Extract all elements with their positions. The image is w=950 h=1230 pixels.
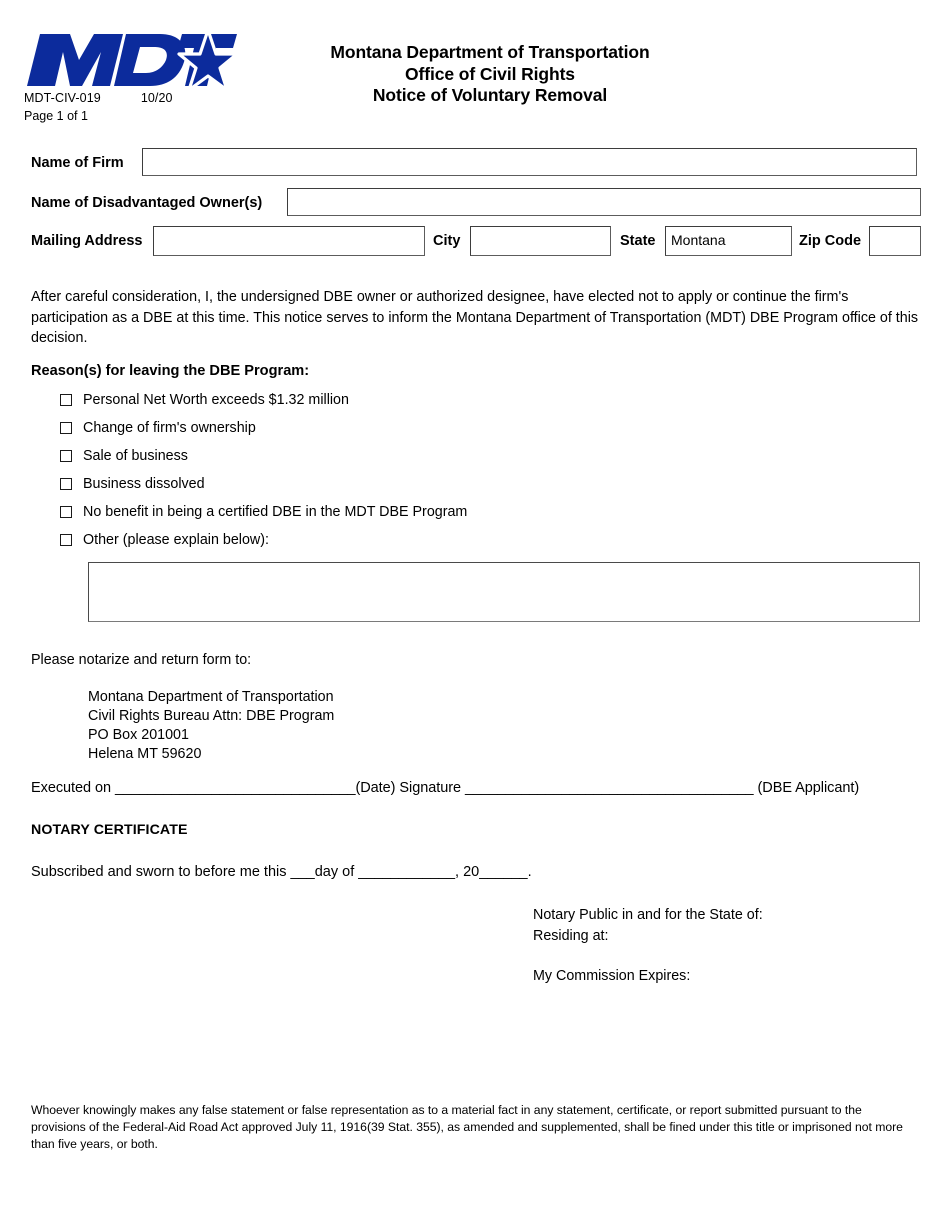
page-title — [240, 42, 740, 107]
city-input[interactable] — [470, 226, 611, 256]
state-input[interactable]: Montana — [665, 226, 792, 256]
notary-commission-expires-line: My Commission Expires: — [533, 968, 691, 984]
checkbox-change-of-ownership[interactable] — [60, 422, 72, 434]
notary-state-of-line: Notary Public in and for the State of: — [533, 907, 763, 923]
mdt-logo-svg — [22, 28, 237, 90]
title-line-3: Notice of Voluntary Removal — [372, 85, 608, 105]
form-code-value: MDT-CIV-019 — [24, 91, 101, 105]
notarize-instruction: Please notarize and return form to: — [31, 652, 252, 668]
reason-row-1[interactable] — [60, 391, 760, 419]
state-label: State — [620, 233, 656, 249]
return-address-line-3: PO Box 201001 — [88, 727, 189, 743]
reason-label-5: No benefit in being a certified DBE in the MDT DBE Program — [83, 504, 468, 520]
notary-block-spacer — [533, 947, 763, 966]
reasons-checkbox-list — [60, 391, 760, 559]
firm-label: Name of Firm — [31, 155, 124, 171]
checkbox-no-benefit[interactable] — [60, 506, 72, 518]
reasons-heading: Reason(s) for leaving the DBE Program: — [31, 363, 310, 379]
reason-label-3: Sale of business — [83, 448, 188, 464]
form-revision: 10/20 — [140, 91, 173, 105]
reason-row-4[interactable] — [60, 475, 760, 503]
mdt-logo — [22, 28, 237, 90]
reason-label-1: Personal Net Worth exceeds $1.32 million — [83, 392, 349, 408]
zip-label: Zip Code — [799, 233, 862, 249]
reason-label-6: Other (please explain below): — [83, 532, 269, 548]
form-code — [24, 91, 173, 105]
zip-input[interactable] — [869, 226, 921, 256]
address-input[interactable] — [153, 226, 425, 256]
reason-row-3[interactable] — [60, 447, 760, 475]
owners-input[interactable] — [287, 188, 921, 216]
checkbox-personal-net-worth[interactable] — [60, 394, 72, 406]
firm-input[interactable] — [142, 148, 917, 176]
reason-label-4: Business dissolved — [83, 476, 205, 492]
city-label: City — [433, 233, 461, 249]
return-address-line-4: Helena MT 59620 — [88, 746, 202, 762]
legal-footer: Whoever knowingly makes any false statement or false representation as to a material fact in any statement, certificate, or report submitted pursuant to the provisions of the Federal-Aid Road Act approved July 11, 1916(39 Stat. 355), as amended and supplemented, shall be fined under this title or imprisoned not more than five years, or both. — [31, 1103, 903, 1151]
page-number: Page 1 of 1 — [24, 109, 88, 123]
other-explanation-textarea[interactable] — [88, 562, 920, 622]
checkbox-sale-of-business[interactable] — [60, 450, 72, 462]
address-label: Mailing Address — [31, 233, 143, 249]
reason-row-6[interactable] — [60, 531, 760, 559]
title-line-1: Montana Department of Transportation — [330, 42, 650, 62]
execution-signature-line[interactable]: Executed on ______________________________(Date) Signature ____________________________________ (DBE Applicant) — [31, 780, 860, 796]
statement-paragraph: After careful consideration, I, the undersigned DBE owner or authorized designee, have elected not to apply or continue the firm's participation as a DBE at this time. This notice serves to inform the Montana Department of Transportation (MDT) DBE Program office of this decision. — [31, 289, 919, 346]
reason-label-2: Change of firm's ownership — [83, 420, 256, 436]
notary-residing-line: Residing at: — [533, 928, 609, 944]
notary-certificate-heading: NOTARY CERTIFICATE — [31, 822, 188, 838]
sworn-statement-line[interactable]: Subscribed and sworn to before me this ___day of ____________, 20______. — [31, 864, 532, 880]
notary-signature-block — [533, 905, 763, 987]
return-address-line-2: Civil Rights Bureau Attn: DBE Program — [88, 708, 335, 724]
checkbox-business-dissolved[interactable] — [60, 478, 72, 490]
owners-label: Name of Disadvantaged Owner(s) — [31, 195, 263, 211]
return-address-line-1: Montana Department of Transportation — [88, 689, 334, 705]
reason-row-2[interactable] — [60, 419, 760, 447]
title-line-2: Office of Civil Rights — [405, 63, 575, 84]
checkbox-other[interactable] — [60, 534, 72, 546]
return-address-block — [88, 688, 334, 764]
reason-row-5[interactable] — [60, 503, 760, 531]
